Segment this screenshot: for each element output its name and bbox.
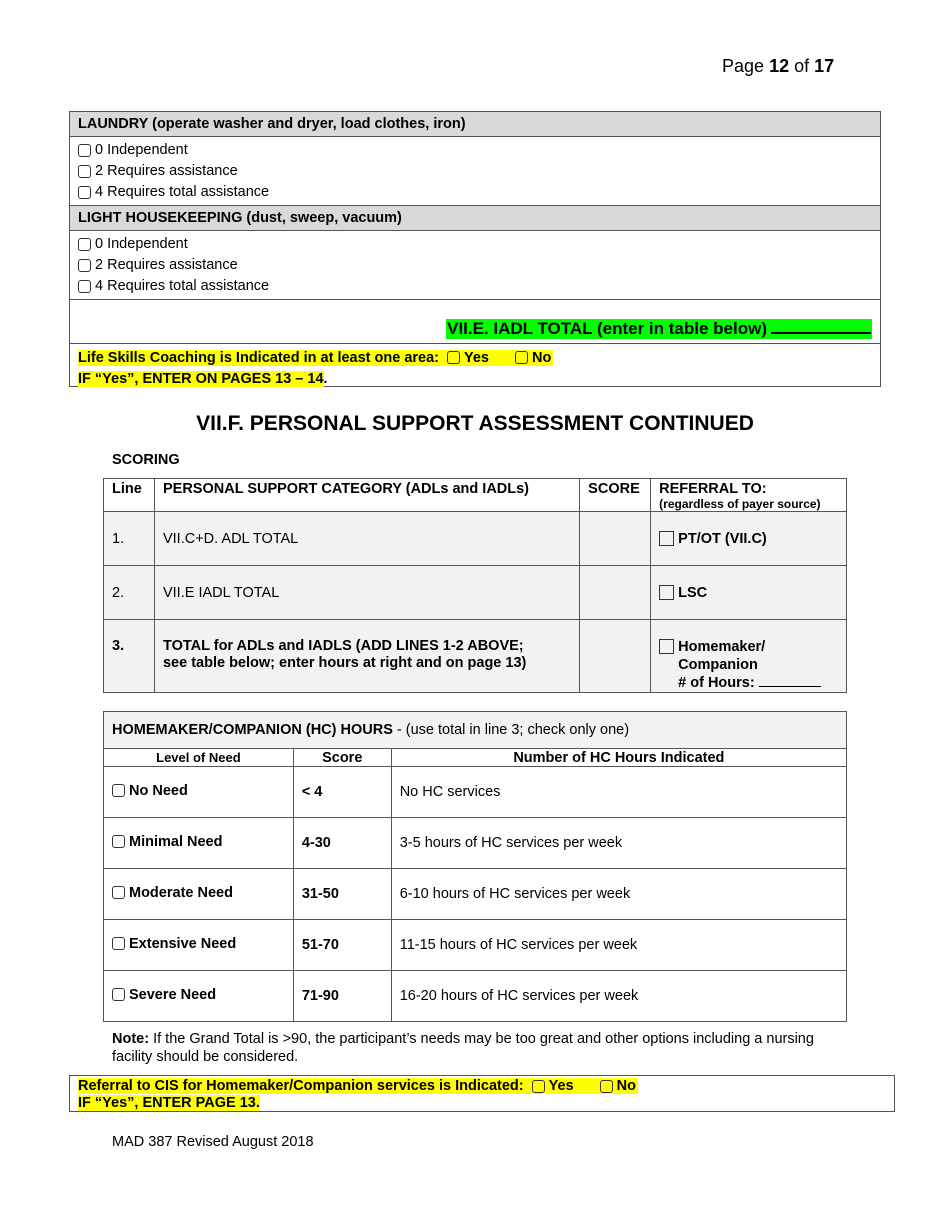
- iadl-total-blank[interactable]: [771, 320, 871, 334]
- lsc-yes-option[interactable]: Yes: [447, 350, 489, 366]
- page-number: [722, 56, 834, 77]
- table-row: 1. VII.C+D. ADL TOTAL PT/OT (VII.C): [104, 512, 847, 566]
- checkbox-icon[interactable]: [447, 351, 460, 364]
- checkbox-icon[interactable]: [112, 784, 125, 797]
- housekeeping-option-4[interactable]: 4 Requires total assistance: [78, 276, 880, 297]
- table-row: No Need < 4 No HC services: [104, 767, 847, 818]
- page-current: 12: [769, 56, 790, 76]
- lsc-no-option[interactable]: No: [515, 350, 551, 366]
- cis-prompt-text: Referral to CIS for Homemaker/Companion services is Indicated:: [78, 1078, 524, 1094]
- level-no-need[interactable]: No Need: [112, 783, 293, 799]
- cis-yes-option[interactable]: Yes: [532, 1078, 574, 1094]
- footer-form-id: MAD 387 Revised August 2018: [112, 1134, 314, 1150]
- checkbox-icon[interactable]: [78, 259, 91, 272]
- checkbox-icon[interactable]: [78, 165, 91, 178]
- checkbox-icon[interactable]: [600, 1080, 613, 1093]
- iadl-total-label: VII.E. IADL TOTAL (enter in table below): [446, 319, 872, 339]
- header-score: SCORE: [580, 479, 651, 512]
- table-row: Extensive Need 51-70 11-15 hours of HC services per week: [104, 920, 847, 971]
- cis-prompt: [69, 1075, 895, 1112]
- checkbox-icon[interactable]: [659, 585, 674, 600]
- laundry-option-2[interactable]: 2 Requires assistance: [78, 161, 880, 182]
- cis-instruction: IF “Yes”, ENTER PAGE 13.: [78, 1095, 260, 1111]
- checkbox-icon[interactable]: [78, 280, 91, 293]
- page-total: 17: [814, 56, 835, 76]
- table-row: Moderate Need 31-50 6-10 hours of HC services per week: [104, 869, 847, 920]
- lsc-prompt: Life Skills Coaching is Indicated in at least one area: Yes No IF “Yes”, ENTER ON PAGES 13 – 14 .: [78, 349, 552, 387]
- scoring-table: [103, 478, 847, 693]
- laundry-options: [70, 137, 880, 206]
- table-row: Severe Need 71-90 16-20 hours of HC services per week: [104, 971, 847, 1022]
- note: Note: If the Grand Total is >90, the participant’s needs may be too great and other options including a nursing facility should be considered.: [112, 1031, 814, 1065]
- checkbox-icon[interactable]: [532, 1080, 545, 1093]
- level-minimal-need[interactable]: Minimal Need: [112, 834, 293, 850]
- table-row: 3. TOTAL for ADLs and IADLS (ADD LINES 1-2 ABOVE; see table below; enter hours at right and on page 13) Homemaker/ Companion # of Hours:: [104, 620, 847, 693]
- lsc-instruction: IF “Yes”, ENTER ON PAGES 13 – 14: [78, 370, 324, 387]
- laundry-option-4[interactable]: 4 Requires total assistance: [78, 182, 880, 203]
- header-referral: REFERRAL TO: (regardless of payer source): [651, 479, 847, 512]
- score-cell-3[interactable]: [580, 620, 651, 693]
- referral-homemaker[interactable]: Homemaker/ Companion # of Hours:: [659, 638, 838, 692]
- header-line: Line: [104, 479, 155, 512]
- hc-title: HOMEMAKER/COMPANION (HC) HOURS - (use total in line 3; check only one): [104, 712, 847, 749]
- header-category: PERSONAL SUPPORT CATEGORY (ADLs and IADLs): [154, 479, 579, 512]
- checkbox-icon[interactable]: [78, 186, 91, 199]
- checkbox-icon[interactable]: [78, 144, 91, 157]
- table-row: 2. VII.E IADL TOTAL LSC: [104, 566, 847, 620]
- housekeeping-option-0[interactable]: 0 Independent: [78, 234, 880, 255]
- score-cell-2[interactable]: [580, 566, 651, 620]
- referral-ptot[interactable]: PT/OT (VII.C): [659, 531, 838, 547]
- checkbox-icon[interactable]: [112, 835, 125, 848]
- laundry-heading: LAUNDRY (operate washer and dryer, load clothes, iron): [70, 112, 880, 137]
- section-title: VII.F. PERSONAL SUPPORT ASSESSMENT CONTINUED: [196, 412, 754, 435]
- housekeeping-heading: LIGHT HOUSEKEEPING (dust, sweep, vacuum): [70, 206, 880, 231]
- checkbox-icon[interactable]: [659, 531, 674, 546]
- referral-lsc[interactable]: LSC: [659, 585, 838, 601]
- page-of: of: [794, 56, 810, 76]
- iadl-section: [69, 111, 881, 387]
- table-row: Minimal Need 4-30 3-5 hours of HC services per week: [104, 818, 847, 869]
- hours-blank[interactable]: [759, 675, 821, 687]
- hc-hours-table: [103, 711, 847, 1022]
- table-header-row: [104, 479, 847, 512]
- page-prefix: Page: [722, 56, 765, 76]
- checkbox-icon[interactable]: [78, 238, 91, 251]
- checkbox-icon[interactable]: [112, 988, 125, 1001]
- cis-no-option[interactable]: No: [600, 1078, 636, 1094]
- level-extensive-need[interactable]: Extensive Need: [112, 936, 293, 952]
- hc-header-row: Level of Need Score Number of HC Hours Indicated: [104, 749, 847, 767]
- lsc-prompt-text: Life Skills Coaching is Indicated in at least one area:: [78, 349, 439, 366]
- housekeeping-option-2[interactable]: 2 Requires assistance: [78, 255, 880, 276]
- checkbox-icon[interactable]: [112, 937, 125, 950]
- iadl-total-row: [70, 300, 880, 344]
- housekeeping-options: [70, 231, 880, 300]
- score-cell-1[interactable]: [580, 512, 651, 566]
- level-severe-need[interactable]: Severe Need: [112, 987, 293, 1003]
- checkbox-icon[interactable]: [112, 886, 125, 899]
- checkbox-icon[interactable]: [659, 639, 674, 654]
- level-moderate-need[interactable]: Moderate Need: [112, 885, 293, 901]
- laundry-option-0[interactable]: 0 Independent: [78, 140, 880, 161]
- scoring-label: SCORING: [112, 452, 180, 468]
- checkbox-icon[interactable]: [515, 351, 528, 364]
